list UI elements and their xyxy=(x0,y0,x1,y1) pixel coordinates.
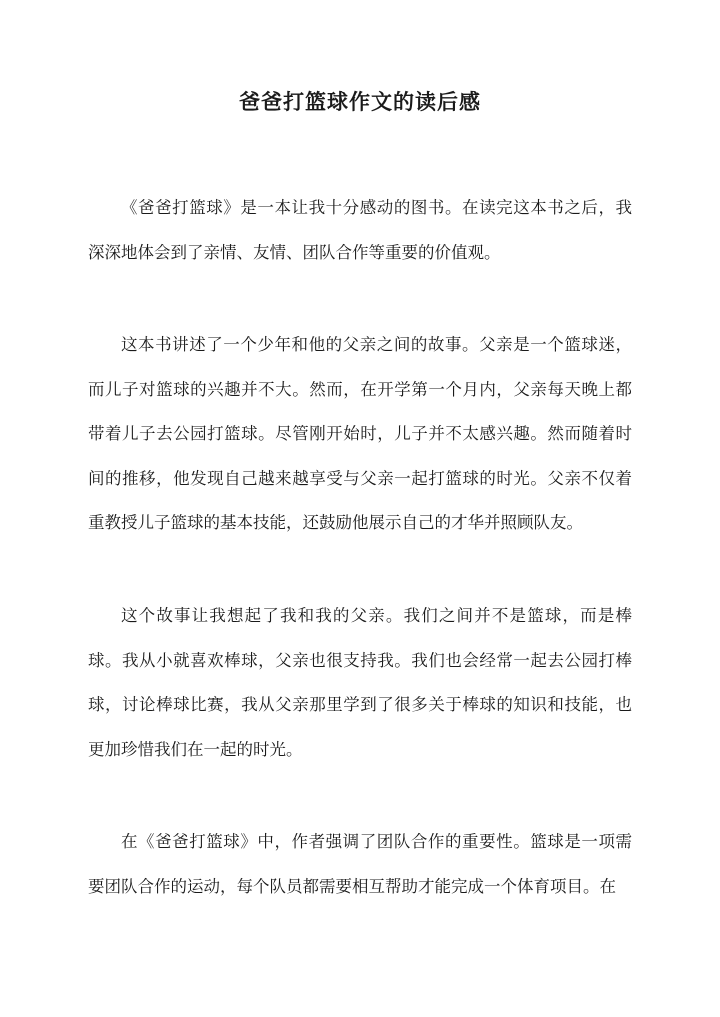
paragraph-1: 《爸爸打篮球》是一本让我十分感动的图书。在读完这本书之后，我深深地体会到了亲情、友情、团队合作等重要的价值观。 xyxy=(88,198,632,262)
paragraph-2: 这本书讲述了一个少年和他的父亲之间的故事。父亲是一个篮球迷，而儿子对篮球的兴趣并不大。然而，在开学第一个月内，父亲每天晚上都带着儿子去公园打篮球。尽管刚开始时，儿子并不太感兴趣。然而随着时间的推移，他发现自己越来越享受与父亲一起打篮球的时光。父亲不仅着重教授儿子篮球的基本技能，还鼓励他展示自己的才华并照顾队友。 xyxy=(88,335,632,532)
paragraph-4: 在《爸爸打篮球》中，作者强调了团队合作的重要性。篮球是一项需要团队合作的运动，每个队员都需要相互帮助才能完成一个体育项目。在 xyxy=(88,832,632,896)
paragraph-3: 这个故事让我想起了我和我的父亲。我们之间并不是篮球，而是棒球。我从小就喜欢棒球，父亲也很支持我。我们也会经常一起去公园打棒球，讨论棒球比赛，我从父亲那里学到了很多关于棒球的知识和技能，也更加珍惜我们在一起的时光。 xyxy=(88,606,632,759)
document-title: 爸爸打篮球作文的读后感 xyxy=(239,89,481,114)
